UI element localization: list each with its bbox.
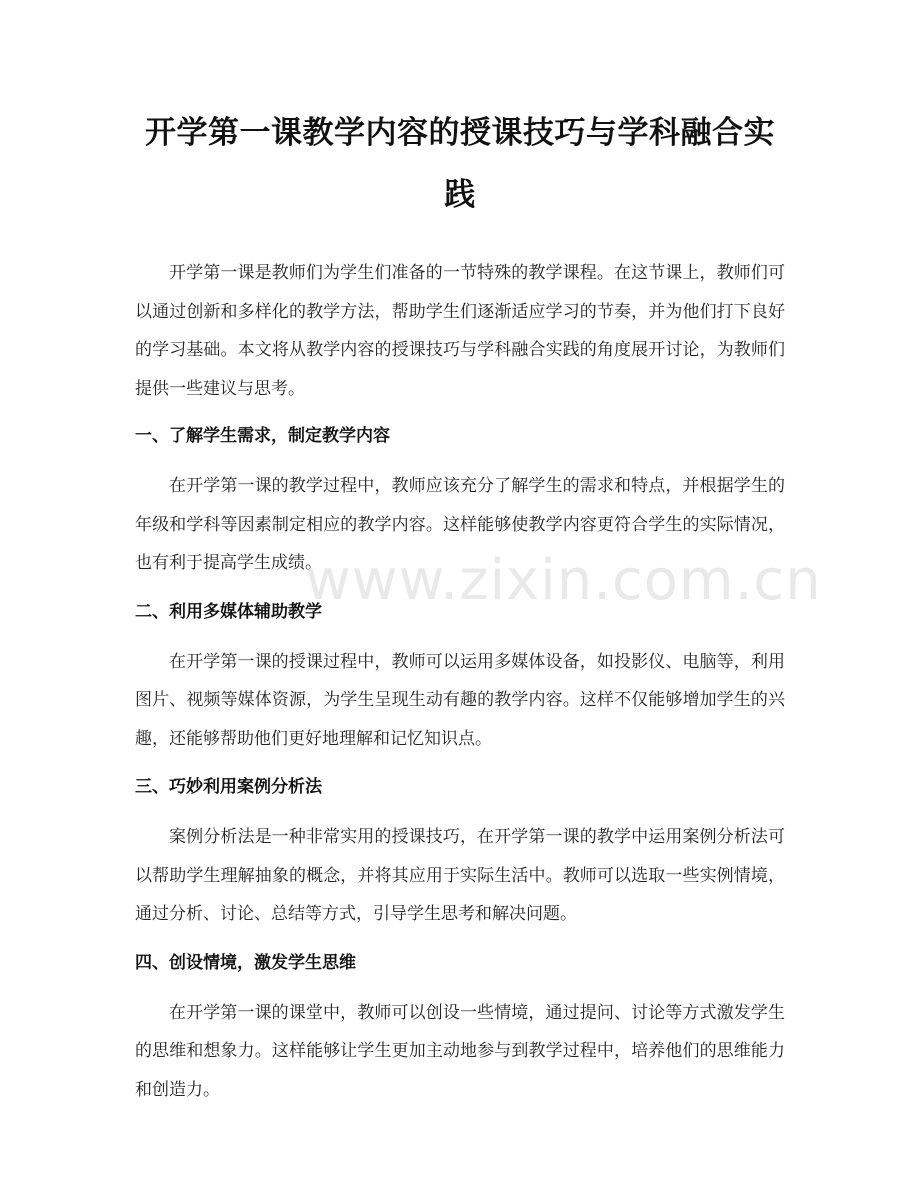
section-body-3: 案例分析法是一种非常实用的授课技巧，在开学第一课的教学中运用案例分析法可以帮助学生理解抽象的概念，并将其应用于实际生活中。教师可以选取一些实例情境，通过分析、讨论、总结等方式，引导学生思考和解决问题。 <box>135 827 785 924</box>
section-body-2: 在开学第一课的授课过程中，教师可以运用多媒体设备，如投影仪、电脑等，利用图片、视频等媒体资源，为学生呈现生动有趣的教学内容。这样不仅能够增加学生的兴趣，还能够帮助他们更好地理解和记忆知识点。 <box>135 651 785 749</box>
watermark-text: www.zixin.com.cn <box>305 548 822 613</box>
section-heading-3: 三、巧妙利用案例分析法 <box>135 777 322 797</box>
section-heading-1: 一、了解学生需求，制定教学内容 <box>135 426 390 446</box>
section-heading-4: 四、创设情境，激发学生思维 <box>135 952 356 973</box>
section-body-1: 在开学第一课的教学过程中，教师应该充分了解学生的需求和特点，并根据学生的年级和学科等因素制定相应的教学内容。这样能够使教学内容更符合学生的实际情况，也有利于提高学生成绩。 <box>135 476 785 573</box>
section-body-4: 在开学第一课的课堂中，教师可以创设一些情境，通过提问、讨论等方式激发学生的思维和想象力。这样能够让学生更加主动地参与到教学过程中，培养他们的思维能力和创造力。 <box>135 1002 785 1100</box>
section-heading-2: 二、利用多媒体辅助教学 <box>135 601 322 622</box>
intro-paragraph: 开学第一课是教师们为学生们准备的一节特殊的教学课程。在这节课上，教师们可以通过创新和多样化的教学方法，帮助学生们逐渐适应学习的节奏，并为他们打下良好的学习基础。本文将从教学内容的授课技巧与学科融合实践的角度展开讨论，为教师们提供一些建议与思考。 <box>135 263 785 399</box>
document-title: 开学第一课教学内容的授课技巧与学科融合实践 <box>145 115 775 213</box>
